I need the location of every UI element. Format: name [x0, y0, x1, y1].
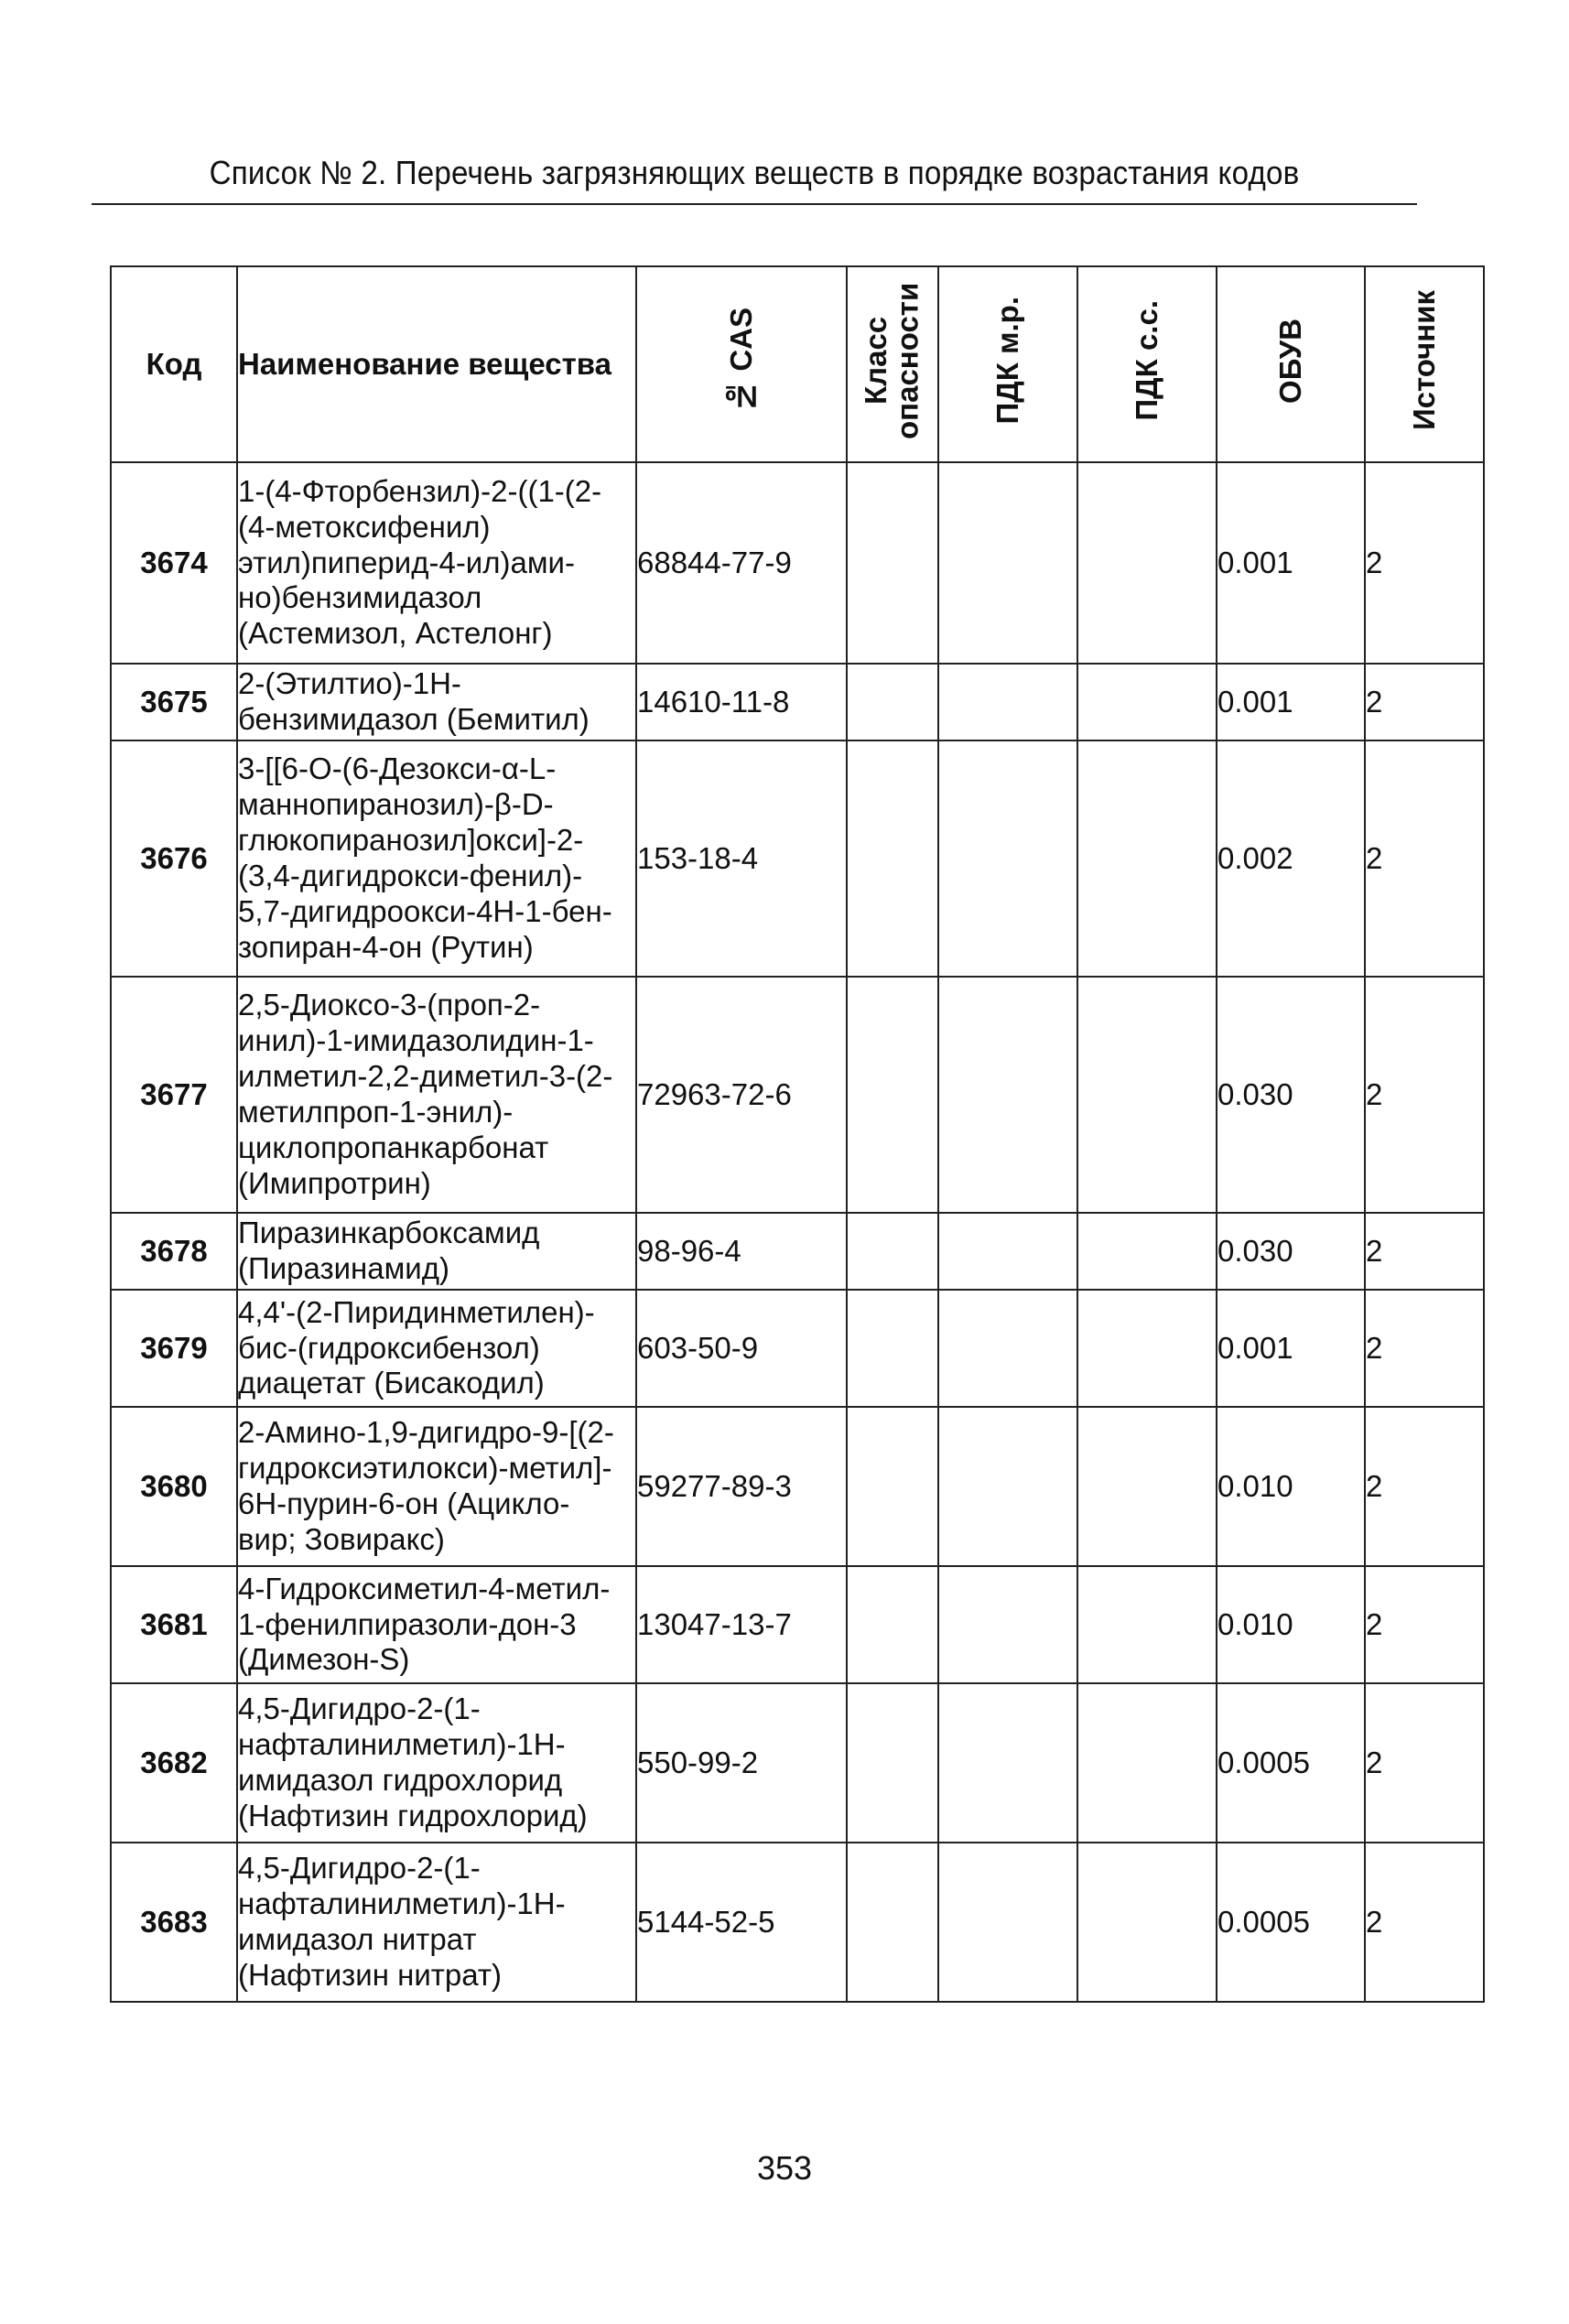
table-row	[111, 1843, 1484, 2002]
page-heading: Список № 2. Перечень загрязняющих веществ в порядке возрастания кодов	[209, 154, 1300, 191]
cell-hazard-class	[847, 1290, 938, 1407]
cell-name	[237, 1843, 636, 2002]
cell-name	[237, 740, 636, 977]
cell-pdk-mr	[938, 1843, 1077, 2002]
name-line: (3,4-дигидрокси-фенил)-	[238, 859, 583, 892]
cell-code: 3682	[111, 1683, 237, 1843]
name-line: 1-фенилпиразоли-дон-3	[238, 1606, 577, 1641]
cell-source: 2	[1365, 1407, 1484, 1566]
header-code: Код	[111, 266, 237, 462]
header-hazard-class: Класс опасности	[847, 266, 938, 462]
cell-pdk-ss	[1077, 977, 1217, 1213]
cell-name	[237, 1407, 636, 1566]
cell-source: 2	[1365, 664, 1484, 740]
name-line: маннопиранозил)-β-D-	[238, 787, 554, 822]
cell-pdk-mr	[938, 1566, 1077, 1683]
cell-code: 3675	[111, 664, 237, 740]
header-name: Наименование вещества	[237, 266, 636, 462]
cell-obuv: 0.001	[1217, 462, 1365, 664]
cell-pdk-ss	[1077, 1213, 1217, 1290]
cell-source: 2	[1365, 1213, 1484, 1290]
cell-pdk-mr	[938, 740, 1077, 977]
cell-cas: 59277-89-3	[636, 1407, 847, 1566]
table-row	[111, 1683, 1484, 1843]
cell-source: 2	[1365, 740, 1484, 977]
table-row	[111, 977, 1484, 1213]
name-line: 2-Амино-1,9-дигидро-9-[(2-	[238, 1415, 614, 1450]
cell-code: 3681	[111, 1566, 237, 1683]
cell-obuv: 0.030	[1217, 1213, 1365, 1290]
header-pdk-mr: ПДК м.р.	[938, 266, 1077, 462]
cell-pdk-ss	[1077, 740, 1217, 977]
name-line: (Имипротрин)	[238, 1165, 431, 1200]
heading-rule	[92, 203, 1417, 205]
cell-obuv: 0.010	[1217, 1407, 1365, 1566]
cell-code: 3676	[111, 740, 237, 977]
cell-pdk-ss	[1077, 1407, 1217, 1566]
cell-source: 2	[1365, 977, 1484, 1213]
cell-pdk-mr	[938, 1683, 1077, 1843]
cell-hazard-class	[847, 462, 938, 664]
cell-pdk-mr	[938, 1290, 1077, 1407]
header-pdk-ss: ПДК с.с.	[1077, 266, 1217, 462]
page-number: 353	[756, 2149, 813, 2187]
name-line: циклопропанкарбонат	[238, 1130, 549, 1164]
cell-source: 2	[1365, 1290, 1484, 1407]
table-row	[111, 1407, 1484, 1566]
name-line: имидазол нитрат	[238, 1922, 477, 1956]
cell-name	[237, 462, 636, 664]
name-line: зопиран-4-он (Рутин)	[238, 929, 534, 964]
cell-name	[237, 1683, 636, 1843]
name-line: (Пиразинамид)	[238, 1251, 449, 1285]
cell-hazard-class	[847, 664, 938, 740]
table-row	[111, 740, 1484, 977]
name-line: (Нафтизин нитрат)	[238, 1957, 502, 1992]
cell-source: 2	[1365, 1843, 1484, 2002]
name-line: но)бензимидазол	[238, 580, 482, 615]
cell-pdk-ss	[1077, 1683, 1217, 1843]
cell-source: 2	[1365, 462, 1484, 664]
name-line: 6Н-пурин-6-он (Ацикло-	[238, 1486, 570, 1520]
name-line: (4-метоксифенил)	[238, 509, 491, 544]
name-line: бис-(гидроксибензол)	[238, 1330, 540, 1365]
name-line: 4-Гидроксиметил-4-метил-	[238, 1571, 611, 1605]
header-cas: № CAS	[636, 266, 847, 462]
cell-hazard-class	[847, 1213, 938, 1290]
name-line: вир; Зовиракс)	[238, 1521, 445, 1556]
cell-obuv: 0.001	[1217, 664, 1365, 740]
name-line: 1-(4-Фторбензил)-2-((1-(2-	[238, 473, 602, 508]
cell-cas: 550-99-2	[636, 1683, 847, 1843]
cell-hazard-class	[847, 1566, 938, 1683]
cell-code: 3674	[111, 462, 237, 664]
cell-code: 3677	[111, 977, 237, 1213]
name-line: диацетат (Бисакодил)	[238, 1366, 545, 1400]
name-line: 4,4'-(2-Пиридинметилен)-	[238, 1294, 595, 1329]
cell-pdk-mr	[938, 1213, 1077, 1290]
name-line: инил)-1-имидазолидин-1-	[238, 1023, 594, 1058]
cell-pdk-mr	[938, 664, 1077, 740]
cell-cas: 603-50-9	[636, 1290, 847, 1407]
cell-pdk-ss	[1077, 664, 1217, 740]
name-line: этил)пиперид-4-ил)ами-	[238, 545, 575, 579]
cell-code: 3683	[111, 1843, 237, 2002]
name-line: (Астемизол, Астелонг)	[238, 616, 553, 651]
name-line: 4,5-Дигидро-2-(1-	[238, 1692, 481, 1726]
name-line: нафталинилметил)-1Н-	[238, 1727, 566, 1762]
cell-name	[237, 1290, 636, 1407]
table-body	[111, 462, 1484, 2002]
cell-name	[237, 1213, 636, 1290]
cell-hazard-class	[847, 740, 938, 977]
table-row	[111, 664, 1484, 740]
cell-obuv: 0.001	[1217, 1290, 1365, 1407]
cell-pdk-mr	[938, 977, 1077, 1213]
name-line: нафталинилметил)-1Н-	[238, 1886, 566, 1921]
cell-hazard-class	[847, 1843, 938, 2002]
header-source: Источник	[1365, 266, 1484, 462]
cell-pdk-ss	[1077, 1566, 1217, 1683]
cell-code: 3680	[111, 1407, 237, 1566]
cell-cas: 13047-13-7	[636, 1566, 847, 1683]
cell-hazard-class	[847, 1683, 938, 1843]
cell-source: 2	[1365, 1566, 1484, 1683]
cell-obuv: 0.0005	[1217, 1683, 1365, 1843]
cell-cas: 68844-77-9	[636, 462, 847, 664]
name-line: бензимидазол (Бемитил)	[238, 702, 590, 736]
cell-pdk-mr	[938, 1407, 1077, 1566]
cell-pdk-ss	[1077, 1843, 1217, 2002]
name-line: гидроксиэтилокси)-метил]-	[238, 1451, 612, 1486]
name-line: 2,5-Диоксо-3-(проп-2-	[238, 988, 541, 1022]
cell-cas: 72963-72-6	[636, 977, 847, 1213]
cell-obuv: 0.002	[1217, 740, 1365, 977]
cell-hazard-class	[847, 977, 938, 1213]
table-row	[111, 462, 1484, 664]
cell-source: 2	[1365, 1683, 1484, 1843]
cell-obuv: 0.0005	[1217, 1843, 1365, 2002]
name-line: (Нафтизин гидрохлорид)	[238, 1798, 588, 1832]
table-row	[111, 1290, 1484, 1407]
table-header-row	[111, 266, 1484, 462]
header-obuv: ОБУВ	[1217, 266, 1365, 462]
name-line: имидазол гидрохлорид	[238, 1763, 563, 1797]
name-line: глюкопиранозил]окси]-2-	[238, 823, 584, 858]
substances-table	[110, 265, 1485, 2003]
table-row	[111, 1213, 1484, 1290]
name-line: 4,5-Дигидро-2-(1-	[238, 1851, 481, 1886]
cell-obuv: 0.030	[1217, 977, 1365, 1213]
name-line: метилпроп-1-энил)-	[238, 1095, 514, 1129]
cell-code: 3678	[111, 1213, 237, 1290]
cell-pdk-mr	[938, 462, 1077, 664]
cell-name	[237, 977, 636, 1213]
cell-cas: 153-18-4	[636, 740, 847, 977]
cell-name	[237, 1566, 636, 1683]
name-line: 3-[[6-О-(6-Дезокси-α-L-	[238, 751, 557, 786]
table-row	[111, 1566, 1484, 1683]
cell-pdk-ss	[1077, 1290, 1217, 1407]
name-line: 5,7-дигидроокси-4Н-1-бен-	[238, 893, 612, 928]
cell-cas: 14610-11-8	[636, 664, 847, 740]
cell-obuv: 0.010	[1217, 1566, 1365, 1683]
name-line: 2-(Этилтио)-1Н-	[238, 666, 461, 701]
cell-pdk-ss	[1077, 462, 1217, 664]
cell-code: 3679	[111, 1290, 237, 1407]
cell-name	[237, 664, 636, 740]
name-line: (Димезон-S)	[238, 1642, 410, 1677]
cell-hazard-class	[847, 1407, 938, 1566]
name-line: илметил-2,2-диметил-3-(2-	[238, 1059, 613, 1094]
cell-cas: 5144-52-5	[636, 1843, 847, 2002]
name-line: Пиразинкарбоксамид	[238, 1216, 540, 1250]
cell-cas: 98-96-4	[636, 1213, 847, 1290]
